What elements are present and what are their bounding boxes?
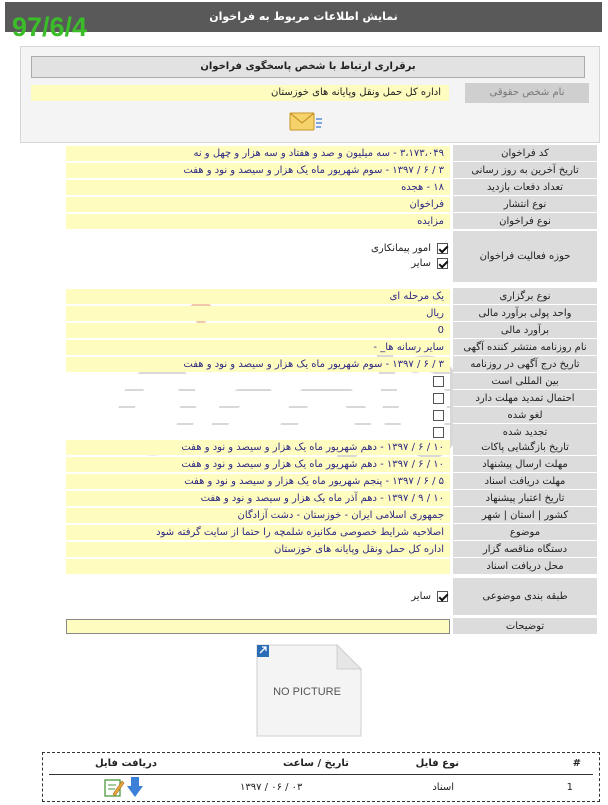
- flag-value: [66, 425, 450, 440]
- option-label: سایر: [411, 591, 431, 602]
- field-value: [66, 559, 450, 574]
- header-divider: [49, 774, 593, 775]
- option-label: سایر: [411, 258, 431, 269]
- field-label: محل دریافت اسناد: [453, 558, 597, 575]
- field-row: [66, 456, 597, 473]
- email-icon[interactable]: [289, 110, 323, 134]
- field-label: نوع فراخوان: [453, 213, 597, 230]
- field-label: نوع برگزاری: [453, 288, 597, 305]
- flag-value: [66, 391, 450, 406]
- field-row: [66, 145, 597, 162]
- field-row: [66, 339, 597, 356]
- flag-label: احتمال تمدید مهلت دارد: [453, 390, 597, 407]
- row-date: ۱۳۹۷ / ۰۶ / ۰۳: [240, 782, 303, 793]
- checkbox[interactable]: [437, 258, 448, 269]
- field-label: کد فراخوان: [453, 145, 597, 162]
- field-label: تعداد دفعات بازدید: [453, 179, 597, 196]
- field-value: ۳ / ۶ / ۱۳۹۷ - سوم شهریور ماه یک هزار و سیصد و نود و هفت: [66, 357, 450, 372]
- field-value: یک مرحله ای: [66, 289, 450, 304]
- field-row: [66, 196, 597, 213]
- field-label: برآورد مالی: [453, 322, 597, 339]
- field-value: ۵ / ۶ / ۱۳۹۷ - پنجم شهریور ماه یک هزار و سیصد و نود و هفت: [66, 474, 450, 489]
- field-label: تاریخ آخرین به روز رسانی: [453, 162, 597, 179]
- field-value: اصلاحیه شرایط خصوصی مکانیزه شلمچه را حتما از سایت گرفته شود: [66, 525, 450, 540]
- field-row: [66, 507, 597, 524]
- legal-person-label: نام شخص حقوقی: [465, 83, 589, 103]
- row-type: اسناد: [432, 782, 454, 793]
- col-header-date: تاریخ / ساعت: [283, 758, 349, 769]
- notes-label: توضیحات: [453, 618, 597, 635]
- checkbox[interactable]: [433, 376, 444, 387]
- option-label: امور پیمانکاری: [371, 243, 431, 254]
- field-row: [66, 524, 597, 541]
- field-label: تاریخ اعتبار پیشنهاد: [453, 490, 597, 507]
- field-value: ۱۰ / ۹ / ۱۳۹۷ - دهم آذر ماه یک هزار و سیصد و نود و هفت: [66, 491, 450, 506]
- col-header-num: #: [572, 758, 581, 769]
- activity-row: [66, 231, 597, 283]
- contact-panel: [20, 46, 600, 143]
- field-label: موضوع: [453, 524, 597, 541]
- checkbox[interactable]: [437, 591, 448, 602]
- row-num: 1: [566, 782, 573, 793]
- field-row: [66, 322, 597, 339]
- field-label: مهلت ارسال پیشنهاد: [453, 456, 597, 473]
- field-label: دستگاه مناقصه گزار: [453, 541, 597, 558]
- no-picture-thumbnail[interactable]: [255, 643, 363, 738]
- flag-value: [66, 374, 450, 389]
- flag-row: [66, 390, 597, 407]
- field-label: نام روزنامه منتشر کننده آگهی: [453, 339, 597, 356]
- field-row: [66, 541, 597, 558]
- notes-value: [66, 619, 450, 634]
- checkbox[interactable]: [433, 427, 444, 438]
- checkbox[interactable]: [433, 410, 444, 421]
- flag-label: لغو شده: [453, 407, 597, 424]
- activity-label: حوزه فعالیت فراخوان: [453, 231, 597, 283]
- field-label: مهلت دریافت اسناد: [453, 473, 597, 490]
- files-table: [42, 752, 600, 802]
- download-actions: [103, 776, 147, 798]
- field-value: ۳،۱۷۳،۰۴۹ - سه میلیون و صد و هفتاد و سه هزار و چهل و نه: [66, 146, 450, 161]
- field-value: ۱۰ / ۶ / ۱۳۹۷ - دهم شهریور ماه یک هزار و سیصد و نود و هفت: [66, 440, 450, 455]
- field-value: ریال: [66, 306, 450, 321]
- field-value: جمهوری اسلامی ایران - خوزستان - دشت آزادگان: [66, 508, 450, 523]
- field-row: [66, 162, 597, 179]
- notes-row: [66, 618, 597, 635]
- field-value: مزایده: [66, 214, 450, 229]
- field-row: [66, 179, 597, 196]
- field-row: [66, 473, 597, 490]
- contact-header: برقراری ارتباط با شخص پاسخگوی فراخوان: [31, 56, 585, 78]
- field-label: تاریخ بازگشایی پاکات: [453, 439, 597, 456]
- flag-row: [66, 373, 597, 390]
- legal-person-value: اداره کل حمل ونقل وپایانه های خوزستان: [31, 85, 449, 101]
- col-header-type: نوع فایل: [415, 758, 459, 769]
- field-label: نوع انتشار: [453, 196, 597, 213]
- download-arrow-icon[interactable]: [127, 777, 143, 797]
- checkbox[interactable]: [437, 243, 448, 254]
- checkbox[interactable]: [433, 393, 444, 404]
- field-row: [66, 439, 597, 456]
- field-label: کشور | استان | شهر: [453, 507, 597, 524]
- edit-icon[interactable]: [105, 780, 124, 796]
- page-title: نمایش اطلاعات مربوط به فراخوان: [5, 2, 602, 32]
- activity-option-other[interactable]: [411, 258, 448, 269]
- subject-class-row: [66, 578, 597, 616]
- no-picture-text: NO PICTURE: [273, 686, 341, 698]
- flag-row: [66, 407, 597, 424]
- field-value: فراخوان: [66, 197, 450, 212]
- field-row: [66, 305, 597, 322]
- field-value: اداره کل حمل ونقل وپایانه های خوزستان: [66, 542, 450, 557]
- field-value: ۱۰ / ۶ / ۱۳۹۷ - دهم شهریور ماه یک هزار و سیصد و نود و هفت: [66, 457, 450, 472]
- flag-value: [66, 408, 450, 423]
- subject-option-other[interactable]: [411, 591, 448, 602]
- activity-option-contracting[interactable]: [371, 243, 448, 254]
- field-row: [66, 356, 597, 373]
- field-row: [66, 558, 597, 575]
- flag-label: تجدید شده: [453, 424, 597, 441]
- field-value: ۳ / ۶ / ۱۳۹۷ - سوم شهریور ماه یک هزار و سیصد و نود و هفت: [66, 163, 450, 178]
- date-stamp: 97/6/4: [12, 12, 88, 42]
- col-header-download: دریافت فایل: [95, 758, 157, 769]
- flag-label: بین المللی است: [453, 373, 597, 390]
- subject-class-label: طبقه بندی موضوعی: [453, 578, 597, 616]
- field-value: 0: [66, 323, 450, 338]
- field-label: تاریخ درج آگهی در روزنامه: [453, 356, 597, 373]
- field-row: [66, 213, 597, 230]
- field-label: واحد پولی برآورد مالی: [453, 305, 597, 322]
- field-value: سایر رسانه ها_ -: [66, 340, 450, 355]
- field-row: [66, 288, 597, 305]
- field-value: ۱۸ - هجده: [66, 180, 450, 195]
- field-row: [66, 490, 597, 507]
